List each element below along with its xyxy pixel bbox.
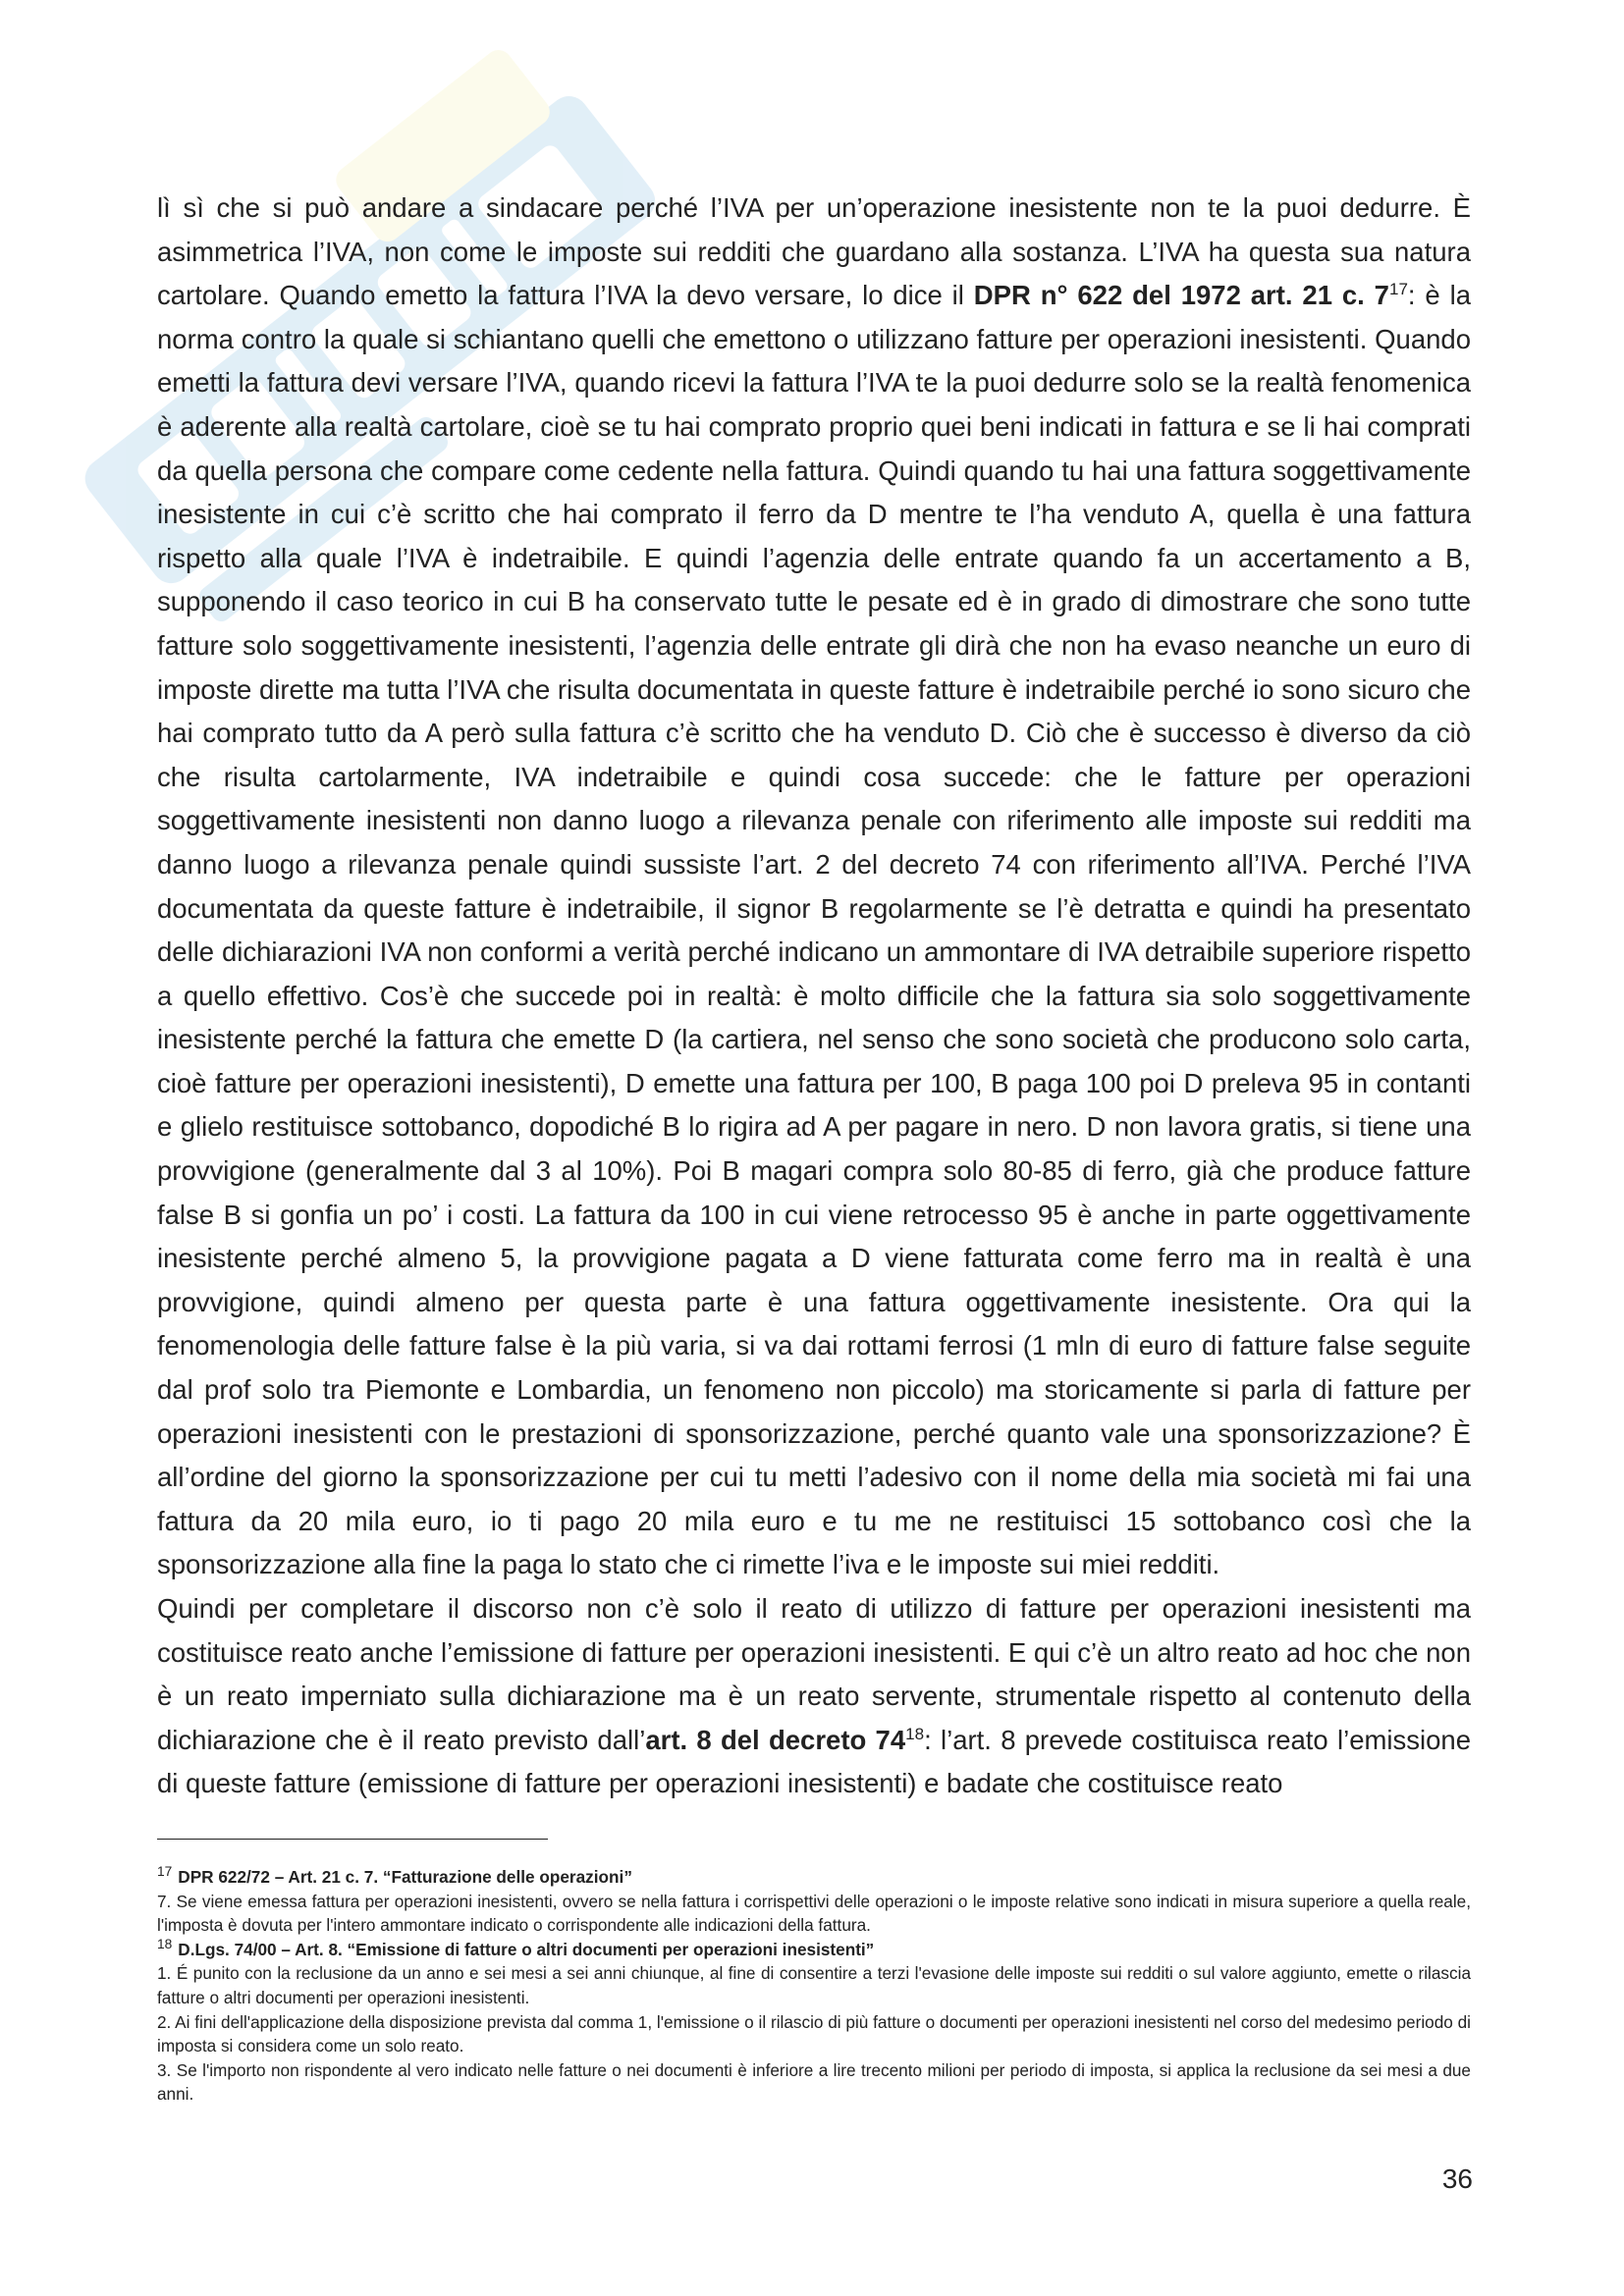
- footnote-17-number: 17: [157, 1864, 173, 1880]
- page-number: 36: [1441, 2163, 1473, 2194]
- footnote-18-heading: [157, 1938, 1471, 1962]
- footnote-separator: [157, 1839, 548, 1840]
- footnote-18-title: D.Lgs. 74/00 – Art. 8. “Emissione di fatture o altri documenti per operazioni inesistenti”: [178, 1939, 875, 1959]
- footnote-17-heading: [157, 1865, 1471, 1890]
- footnote-18-comma-1: 1. É punito con la reclusione da un anno e sei mesi a sei anni chiunque, al fine di consentire a terzi l'evasione delle imposte sui redditi o sul valore aggiunto, emette o rilascia fatture o altri documenti per operazioni inesistenti.: [157, 1963, 1471, 2007]
- footnote-17-text: 7. Se viene emessa fattura per operazioni inesistenti, ovvero se nella fattura i corrispettivi delle operazioni o le imposte relative sono indicati in misura superiore a quella reale, l'imposta è dovuta per l'intero ammontare indicato o corrispondente alle indicazioni della fattura.: [157, 1891, 1471, 1936]
- footnotes-section: [157, 1865, 1471, 2107]
- footnote-ref-17[interactable]: 17: [1388, 280, 1408, 299]
- paragraph-2-text-c: : l’art. 8 prevede costituisca reato l’emissione di queste fatture (emissione di fatture per operazioni inesistenti) e badate che costituisce reato: [157, 1724, 1471, 1799]
- footnote-ref-18[interactable]: 18: [905, 1724, 925, 1743]
- paragraph-2-bold-reference: art. 8 del decreto 74: [645, 1724, 906, 1755]
- main-text: [157, 187, 1471, 1806]
- footnote-18-number: 18: [157, 1937, 173, 1952]
- paragraph-1-text-c: : è la norma contro la quale si schiantano quelli che emettono o utilizzano fatture per operazioni inesistenti. Quando emetti la fattura devi versare l’IVA, quando ricevi la fattura l’IVA te la puoi dedurre solo se la realtà fenomenica è aderente alla realtà cartolare, cioè se tu hai comprato proprio quei beni indicati in fattura e se li hai comprati da quella persona che compare come cedente nella fattura. Quindi quando tu hai una fattura soggettivamente inesistente in cui c’è scritto che hai comprato il ferro da D mentre te l’ha venduto A, quella è una fattura rispetto alla quale l’IVA è indetraibile. E quindi l’agenzia delle entrate quando fa un accertamento a B, supponendo il caso teorico in cui B ha conservato tutte le pesate ed è in grado di dimostrare che sono tutte fatture solo soggettivamente inesistenti, l’agenzia delle entrate gli dirà che non ha evaso neanche un euro di imposte dirette ma tutta l’IVA che risulta documentata in queste fatture è indetraibile perché io sono sicuro che hai comprato tutto da A però sulla fattura c’è scritto che ha venduto D. Ciò che è successo è diverso da ciò che risulta cartolarmente, IVA indetraibile e quindi cosa succede: che le fatture per operazioni soggettivamente inesistenti non danno luogo a rilevanza penale con riferimento alle imposte sui redditi ma danno luogo a rilevanza penale quindi sussiste l’art. 2 del decreto 74 con riferimento all’IVA. Perché l’IVA documentata da queste fatture è indetraibile, il signor B regolarmente se l’è detratta e quindi ha presentato delle dichiarazioni IVA non conformi a verità perché indicano un ammontare di IVA detraibile superiore rispetto a quello effettivo. Cos’è che succede poi in realtà: è molto difficile che la fattura sia solo soggettivamente inesistente perché la fattura che emette D (la cartiera, nel senso che sono società che producono solo carta, cioè fatture per operazioni inesistenti), D emette una fattura per 100, B paga 100 poi D preleva 95 in contanti e glielo restituisce sottobanco, dopodiché B lo rigira ad A per pagare in nero. D non lavora gratis, si tiene una provvigione (generalmente dal 3 al 10%). Poi B magari compra solo 80-85 di ferro, già che produce fatture false B si gonfia un po’ i costi. La fattura da 100 in cui viene retrocesso 95 è anche in parte oggettivamente inesistente perché almeno 5, la provvigione pagata a D viene fatturata come ferro ma in realtà è una provvigione, quindi almeno per questa parte è una fattura oggettivamente inesistente. Ora qui la fenomenologia delle fatture false è la più varia, si va dai rottami ferrosi (1 mln di euro di fatture false seguite dal prof solo tra Piemonte e Lombardia, un fenomeno non piccolo) ma storicamente si parla di fatture per operazioni inesistenti con le prestazioni di sponsorizzazione, perché quanto vale una sponsorizzazione? È all’ordine del giorno la sponsorizzazione per cui tu metti l’adesivo con il nome della mia società mi fai una fattura da 20 mila euro, io ti pago 20 mila euro e tu me ne restituisci 15 sottobanco così che la sponsorizzazione alla fine la paga lo stato che ci rimette l’iva e le imposte sui miei redditi.: [157, 280, 1471, 1580]
- paragraph-1-bold-reference: DPR n° 622 del 1972 art. 21 c. 7: [973, 280, 1389, 311]
- paragraph-1-text-a: lì sì che si può andare a sindacare perché l’IVA per un’operazione inesistente non te la puoi dedurre. È asimmetrica l’IVA, non come le imposte sui redditi che guardano alla sostanza. L’IVA ha questa sua natura cartolare. Quando emetto la fattura l’IVA la devo versare, lo dice il: [157, 192, 1471, 311]
- paragraph-1: [157, 187, 1471, 1587]
- footnote-18-comma-3: 3. Se l'importo non rispondente al vero indicato nelle fatture o nei documenti è inferiore a lire trecento milioni per periodo di imposta, si applica la reclusione da sei mesi a due anni.: [157, 2059, 1471, 2105]
- paragraph-2: [157, 1587, 1471, 1806]
- paragraph-2-text-a: Quindi per completare il discorso non c’è solo il reato di utilizzo di fatture per operazioni inesistenti ma costituisce reato anche l’emissione di fatture per operazioni inesistenti. E qui c’è un altro reato ad hoc che non è un reato imperniato sulla dichiarazione ma è un reato servente, strumentale rispetto al contenuto della dichiarazione che è il reato previsto dall’: [157, 1593, 1471, 1755]
- footnote-17-title: DPR 622/72 – Art. 21 c. 7. “Fatturazione delle operazioni”: [178, 1867, 632, 1887]
- footnote-18-comma-2: 2. Ai fini dell'applicazione della disposizione prevista dal comma 1, l'emissione o il rilascio di più fatture o documenti per operazioni inesistenti nel corso del medesimo periodo di imposta si considera come un solo reato.: [157, 2011, 1471, 2056]
